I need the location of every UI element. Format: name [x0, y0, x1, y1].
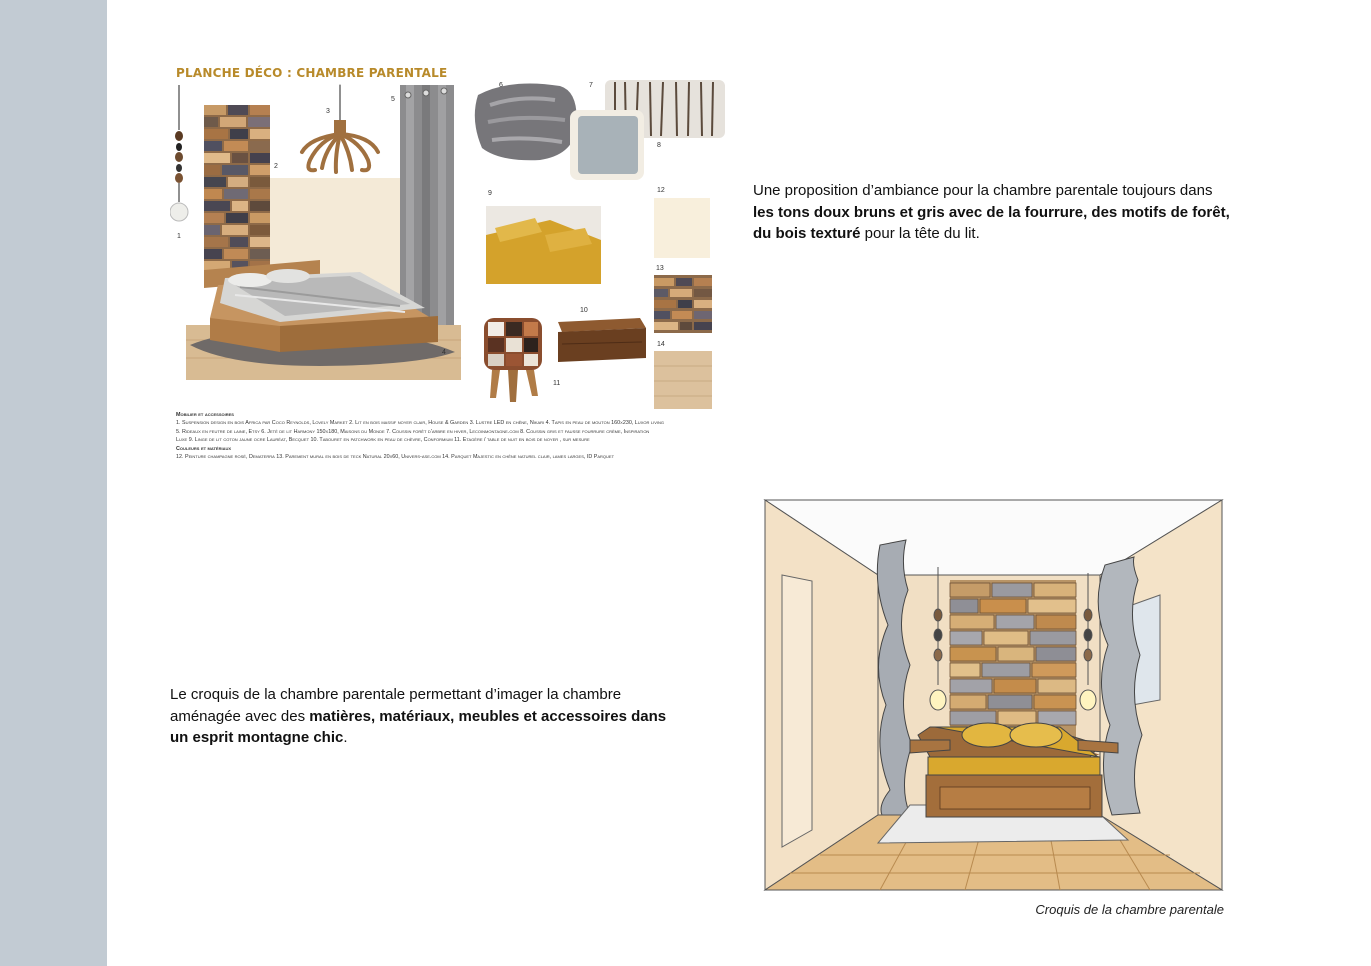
- legend-line: Luxe 9. Linge de lit coton jaune ocre Lauréat, Becquet 10. Tabouret en patchwork en peau de chèvre, Conformium 11. Etagère / table de nuit en bois de noyer , sur mesure: [176, 437, 590, 444]
- bed-linen-image: [486, 206, 601, 284]
- item-number-7: 7: [589, 82, 593, 89]
- side-band: [0, 0, 107, 966]
- legend-line: 5. Rideaux en feutre de laine, Etsy 6. Jeté de lit Harmony 150x180, Maisons du Monde 7. Coussin forêt d'arbre en hiver, Lecoinmontagne.com 8. Coussin gris et fausse fourrure crème, Inspiration: [176, 428, 650, 435]
- paint-swatch: [654, 198, 710, 258]
- item-number-9: 9: [488, 190, 492, 197]
- item-number-10: 10: [580, 307, 588, 314]
- legend-line: 12. Peinture champagne rosé, Dematerra 13. Parement mural en bois de teck Natural 20x60, Univers-ase.com 14. Parquet Majestic en chêne naturel clair, lames larges, ID Parquet: [176, 454, 615, 461]
- legend-line: 1. Suspension design en bois Africa par Coco Reynolds, Lovely Market 2. Lit en bois massif noyer clair, House & Garden 3. Lustre LED en chêne, Nikari 4. Tapis en peau de mouton 160x230, Luxor living: [176, 420, 664, 427]
- mood-board: [170, 60, 730, 465]
- mood-board-images: [170, 60, 730, 410]
- wood-cladding-swatch: [654, 275, 712, 333]
- board-legend: [176, 411, 724, 461]
- item-number-12: 12: [657, 187, 665, 194]
- item-number-13: 13: [656, 265, 664, 272]
- sketch-caption: Croquis de la chambre parentale: [1035, 902, 1224, 917]
- sketch-text-bold: matières, matériaux, meubles et accessoires dans un esprit montagne chic: [170, 707, 667, 746]
- ambiance-text-bold: les tons doux bruns et gris avec de la fourrure, des motifs de forêt, du bois texturé: [753, 203, 1230, 242]
- board-title: PLANCHE DÉCO : CHAMBRE PARENTALE: [176, 66, 448, 80]
- bedside-table-image: [558, 318, 646, 362]
- item-number-14: 14: [657, 341, 665, 348]
- ambiance-description: [753, 180, 1233, 245]
- legend-heading-furniture: Mobilier et accessoires: [176, 412, 234, 418]
- pendant-light-image: [170, 85, 188, 221]
- patchwork-stool-image: [484, 318, 542, 402]
- parquet-swatch: [654, 351, 712, 409]
- ambiance-text-end: pour la tête du lit.: [860, 225, 980, 242]
- item-number-5: 5: [391, 96, 395, 103]
- chandelier-image: [302, 85, 378, 172]
- item-number-3: 3: [326, 108, 330, 115]
- sketch-text-end: .: [343, 729, 348, 746]
- bedroom-sketch-image: [760, 495, 1226, 893]
- item-number-2: 2: [274, 163, 278, 170]
- wood-panel-image: [204, 105, 270, 275]
- grey-cushion-image: [570, 110, 644, 180]
- item-number-8: 8: [657, 142, 661, 149]
- sketch-text-intro: Le croquis de la chambre parentale permettant d’imager la chambre aménagée avec des: [170, 686, 622, 725]
- legend-heading-colors: Couleurs et matériaux: [176, 445, 232, 452]
- ambiance-text-intro: Une proposition d’ambiance pour la chambre parentale toujours dans: [753, 182, 1213, 199]
- curtain-image: [400, 85, 454, 325]
- item-number-6: 6: [499, 82, 503, 89]
- item-number-1: 1: [177, 233, 181, 240]
- item-number-4: 4: [442, 349, 446, 356]
- item-number-11: 11: [553, 380, 561, 387]
- sketch-description: [170, 684, 680, 749]
- fur-throw-image: [475, 83, 577, 160]
